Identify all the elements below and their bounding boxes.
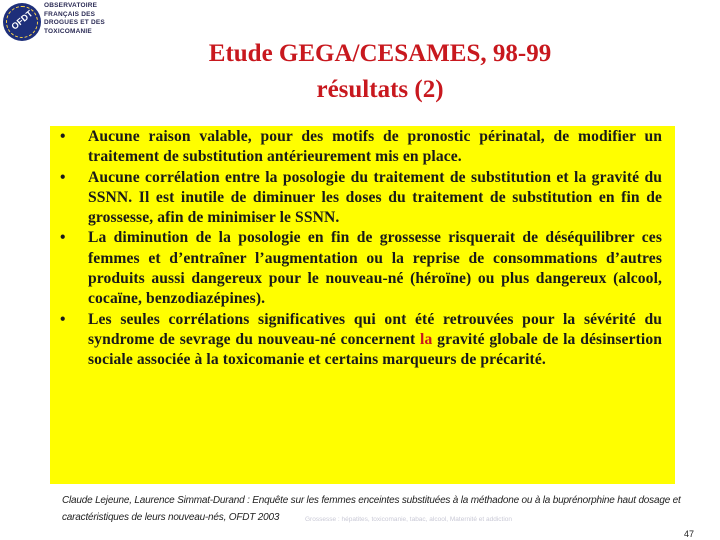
watermark-text: Grossesse : hépatites, toxicomanie, tabac, alcool, Maternité et addiction — [305, 516, 513, 523]
bullet-text-highlight: la — [420, 330, 433, 348]
ofdt-emblem — [3, 3, 41, 41]
logo-line: OBSERVATOIRE — [44, 2, 98, 9]
slide-title — [120, 36, 640, 108]
bullet-item — [60, 310, 662, 371]
bullet-item — [60, 127, 662, 168]
source-citation: Claude Lejeune, Laurence Simmat-Durand : Enquête sur les femmes enceintes substituées à la méthadone ou à la buprénorphine haut dosage et caractéristiques de leurs nouveau-nés, OFDT 2003 — [62, 495, 681, 523]
bullet-marker: • — [60, 168, 66, 186]
logo-line: DROGUES ET DES — [44, 19, 105, 27]
bullet-item — [60, 168, 662, 229]
title-line-1: Etude GEGA/CESAMES, 98-99 — [208, 40, 552, 67]
bullet-marker: • — [60, 128, 66, 145]
bullet-list — [60, 127, 662, 371]
bullet-text: Les seules corrélations significatives qui ont été retrouvées pour la sévérité du syndrome de sevrage du nouveau-né concernent — [88, 310, 662, 348]
bullet-text: Aucune corrélation entre la posologie du traitement de substitution et la gravité du SSNN. Il est inutile de diminuer les doses du traitement de substitution en fin de grossesse, afin de minimiser le SSNN. — [88, 168, 662, 227]
bullet-marker: • — [60, 310, 66, 328]
page-number: 47 — [684, 529, 695, 539]
logo-badge-text: OFDT — [9, 8, 35, 32]
title-line-2: résultats (2) — [316, 76, 444, 103]
bullet-marker: • — [60, 229, 66, 247]
ofdt-logo — [0, 0, 112, 48]
logo-line: FRANÇAIS DES — [44, 10, 96, 18]
logo-line: TOXICOMANIE — [44, 27, 92, 35]
bullet-item — [60, 228, 662, 309]
bullet-text: gravité globale de la désinsertion sociale associée à la toxicomanie et certains marqueurs de précarité. — [88, 330, 662, 369]
bullet-text: Aucune raison valable, pour des motifs de pronostic périnatal, de modifier un traitement de substitution antérieurement mis en place. — [88, 128, 662, 166]
bullet-text: La diminution de la posologie en fin de grossesse risquerait de déséquilibrer ces femmes et d’entraîner l’augmentation ou la reprise de consommations d’autres produits aussi dangereux pour le nouveau-né (héroïne) ou plus dangereux (alcool, cocaïne, benzodiazépines). — [88, 229, 662, 308]
logo-wordmark — [44, 2, 114, 36]
